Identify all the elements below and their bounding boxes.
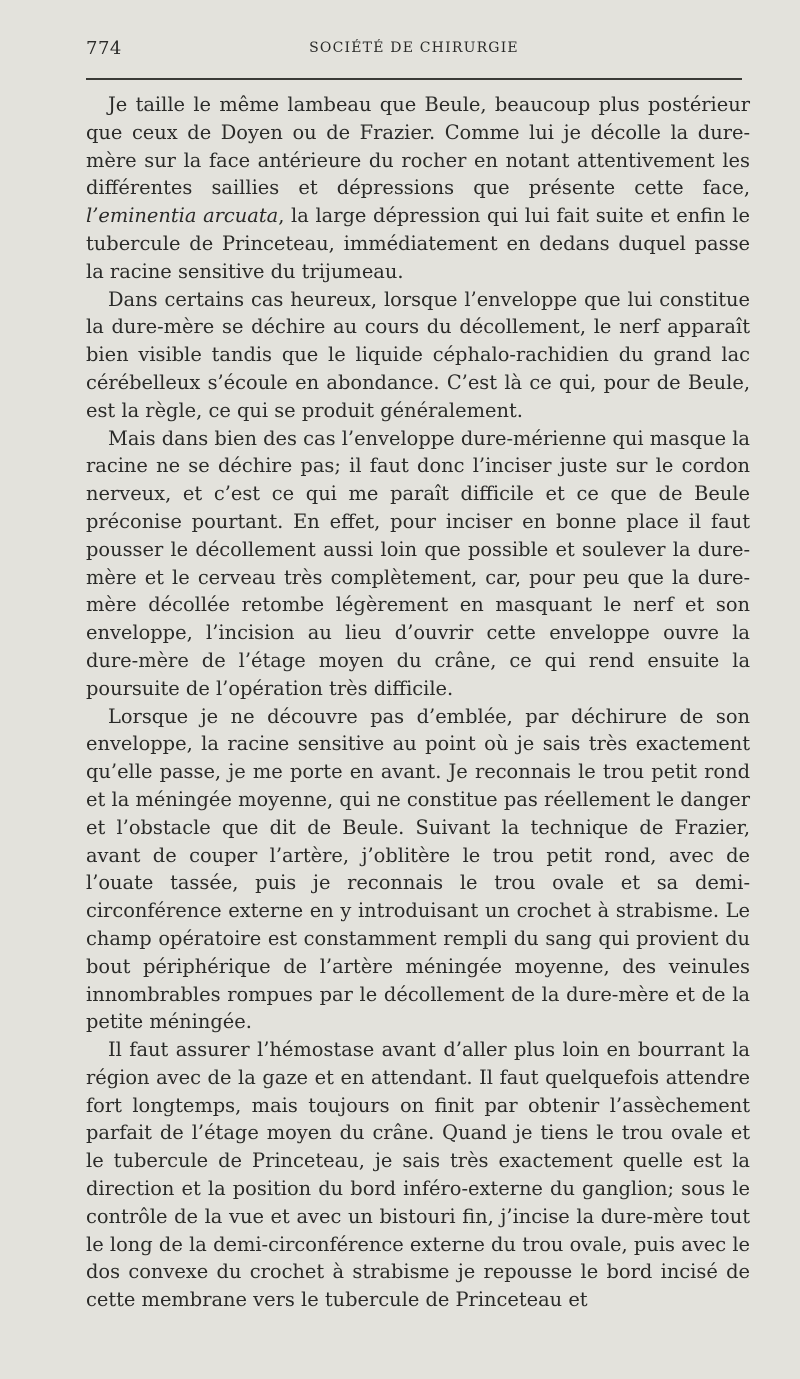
paragraph-3: Mais dans bien des cas l’enveloppe dure-mérienne qui masque la racine ne se déchire pas; il faut donc l’inciser juste sur le cordon nerveux, et c’est ce qui me paraît difficile et ce que de Beule préconise pourtant. En effet, pour inciser en bonne place il faut pousser le décollement aussi loin que possible et soulever la dure-mère et le cerveau très complètement, car, pour peu que la dure-mère décollée retombe légèrement en masquant le nerf et son enveloppe, l’incision au lieu d’ouvrir cette enveloppe ouvre la dure-mère de l’étage moyen du crâne, ce qui rend ensuite la poursuite de l’opération très difficile. — [86, 426, 750, 700]
paragraph-1-text-a: Je taille le même lambeau que Beule, beaucoup plus postérieur que ceux de Doyen ou de Frazier. Comme lui je décolle la dure-mère sur la face antérieure du rocher en notant attentivement les différentes saillies et dépressions que présente cette face, — [86, 93, 750, 200]
running-head — [86, 38, 742, 66]
paragraph-1-italic: l’eminentia arcuata — [86, 204, 279, 228]
paragraph-2: Dans certains cas heureux, lorsque l’enveloppe que lui constitue la dure-mère se déchire au cours du décollement, le nerf apparaît bien visible tandis que le liquide céphalo-rachidien du grand lac cérébelleux s’écoule en abondance. C’est là ce qui, pour de Beule, est la règle, ce qui se produit généralement. — [86, 287, 750, 422]
header-rule — [86, 78, 742, 80]
paragraph-1-text-b: , la large dépression qui lui fait suite et enfin le tubercule de Princeteau, immédiatement en dedans duquel passe la racine sensitive du trijumeau. — [86, 204, 750, 283]
paragraph-5: Il faut assurer l’hémostase avant d’aller plus loin en bourrant la région avec de la gaze et en attendant. Il faut quelquefois attendre fort longtemps, mais toujours on finit par obtenir l’assèchement parfait de l’étage moyen du crâne. Quand je tiens le trou ovale et le tubercule de Princeteau, je sais très exactement quelle est la direction et la position du bord inféro-externe du ganglion; sous le contrôle de la vue et avec un bistouri fin, j’incise la dure-mère tout le long de la demi-circonférence externe du trou ovale, puis avec le dos convexe du crochet à strabisme je repousse le bord incisé de cette membrane vers le tubercule de Princeteau et — [86, 1038, 750, 1312]
paragraph-1 — [86, 91, 750, 286]
body-text — [86, 91, 750, 1314]
journal-title: SOCIÉTÉ DE CHIRURGIE — [309, 40, 519, 56]
page-number: 774 — [86, 38, 122, 59]
paragraph-4: Lorsque je ne découvre pas d’emblée, par déchirure de son enveloppe, la racine sensitive au point où je sais très exactement qu’elle passe, je me porte en avant. Je reconnais le trou petit rond et la méningée moyenne, qui ne constitue pas réellement le danger et l’obstacle que dit de Beule. Suivant la technique de Frazier, avant de couper l’artère, j’oblitère le trou petit rond, avec de l’ouate tassée, puis je reconnais le trou ovale et sa demi-circonférence externe en y introduisant un crochet à strabisme. Le champ opératoire est constamment rempli du sang qui provient du bout périphérique de l’artère méningée moyenne, des veinules innombrables rompues par le décollement de la dure-mère et de la petite méningée. — [86, 704, 750, 1034]
